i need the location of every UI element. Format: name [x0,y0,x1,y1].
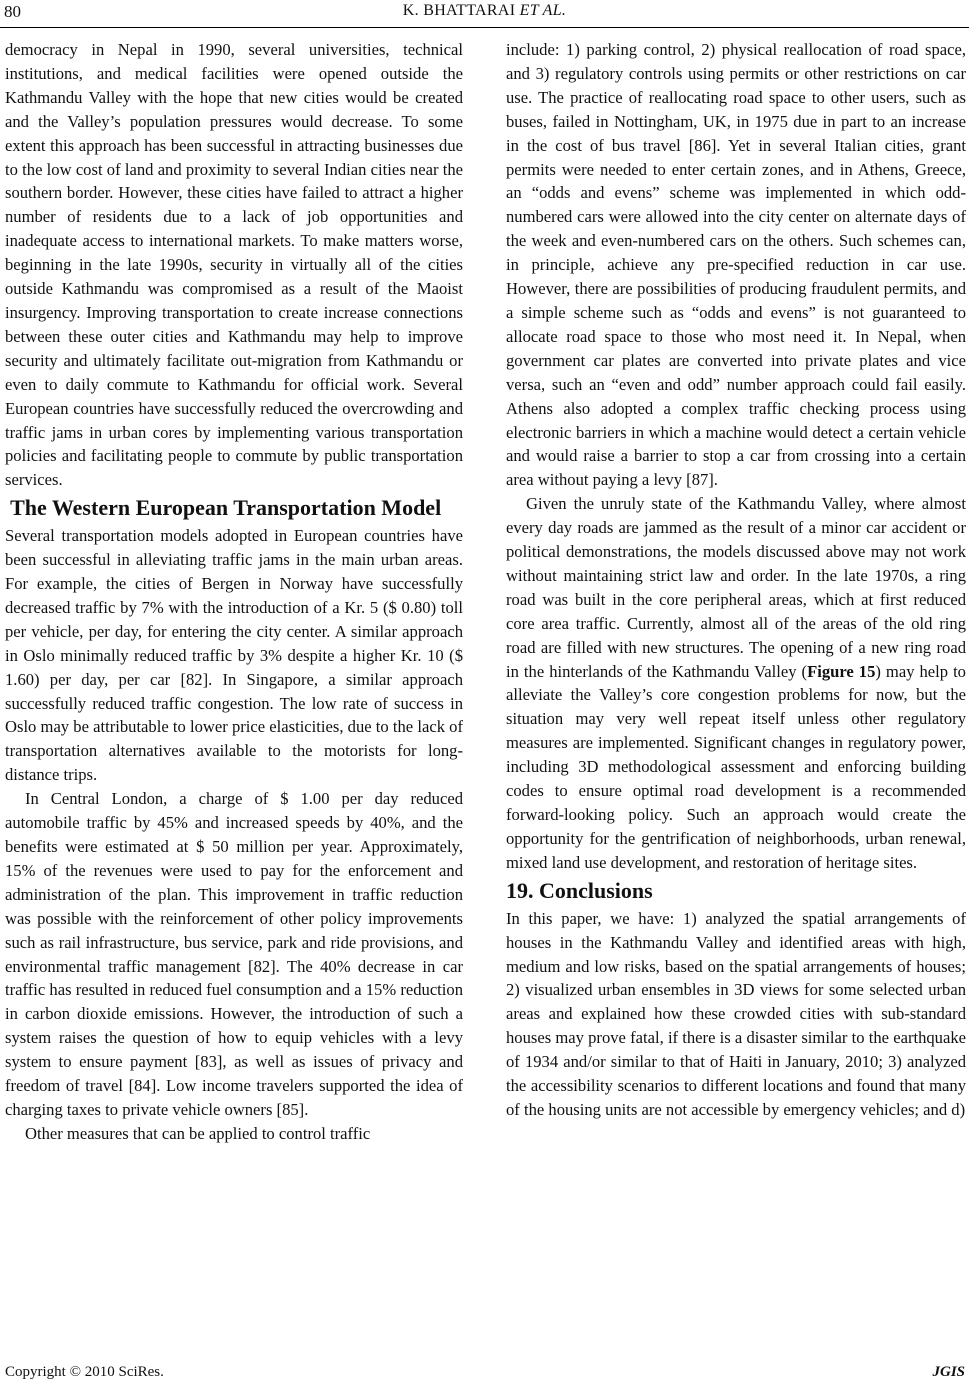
left-column [5,38,463,1146]
page-header [0,0,969,28]
paragraph: In Central London, a charge of $ 1.00 per day reduced automobile traffic by 45% and increased speeds by 40%, and the benefits were estimated at $ 50 million per year. Approximately, 15% of the revenues were used to pay for the enforcement and administration of the plan. This improvement in traffic reduction was possible with the reinforcement of other policy improvements such as rail infrastructure, bus service, park and ride provisions, and environmental traffic management [82]. The 40% decrease in car traffic has resulted in reduced fuel consumption and a 15% reduction in carbon dioxide emissions. However, the introduction of such a system raises the question of how to equip vehicles with a levy system to ensure payment [83], as well as issues of privacy and freedom of travel [84]. Low income travelers supported the idea of charging taxes to private vehicle owners [85]. [5,789,463,1119]
page-number: 80 [4,2,21,21]
paragraph: Several transportation models adopted in European countries have been successful in alleviating traffic jams in the main urban areas. For example, the cities of Bergen in Norway have successfully decreased traffic by 7% with the introduction of a Kr. 5 ($ 0.80) toll per vehicle, per day, for entering the city center. A similar approach in Oslo minimally reduced traffic by 3% despite a higher Kr. 10 ($ 1.60) per day, per car [82]. In Singapore, a similar approach successfully reduced traffic congestion. The low rate of success in Oslo may be attributable to lower price elasticities, due to the lack of transportation alternatives available to the motorists for long-distance trips. [5,526,463,785]
running-head-et-al: ET AL. [519,2,567,19]
paragraph-text: ) may help to alleviate the Valley’s core congestion problems for now, but the situation may very well repeat itself unless other regulatory measures are implemented. Significant changes in regulatory power, including 3D methodological assessment and enforcing building codes to ensure optimal road development is a recommended forward-looking policy. Such an approach would create the opportunity for the gentrification of neighborhoods, urban renewal, mixed land use development, and restoration of heritage sites. [506,661,966,872]
running-head-authors: K. BHATTARAI [402,2,516,19]
section-18-heading [5,492,463,524]
paragraph-text: Given the unruly state of the Kathmandu Valley, where almost every day roads are jammed as the result of a minor car accident or political demonstrations, the models discussed above may not work without maintaining strict law and order. In the late 1970s, a ring road was built in the core peripheral areas, which at first reduced core area traffic. Currently, almost all of the areas of the old ring road are filled with new structures. The opening of a new ring road in the hinterlands of the Kathmandu Valley ( [506,494,966,681]
copyright-notice: Copyright © 2010 SciRes. [5,1364,164,1380]
section-19-number: 19. [506,877,534,903]
section-19-title: Conclusions [539,877,653,903]
paragraph: In this paper, we have: 1) analyzed the spatial arrangements of houses in the Kathmandu Valley and identified areas with high, medium and low risks, based on the spatial arrangements of houses; 2) visualized urban ensembles in 3D views for some selected urban areas and explained how these crowded cities with sub-standard houses may prove fatal, if there is a disaster similar to the earthquake of 1934 and/or similar to that of Haiti in January, 2010; 3) analyzed the accessibility scenarios to different locations and found that many of the housing units are not accessible by emergency vehicles; and d) [506,908,966,1119]
header-rule [0,27,969,28]
paragraph: Other measures that can be applied to control traffic [25,1123,371,1143]
right-column [506,38,966,1122]
section-19-heading [506,875,966,907]
paragraph-continued: include: 1) parking control, 2) physical reallocation of road space, and 3) regulatory controls using permits or other restrictions on car use. The practice of reallocating road space to other users, such as buses, failed in Nottingham, UK, in 1975 due in part to an increase in the cost of bus travel [86]. Yet in several Italian cities, grant permits were needed to enter certain zones, and in Athens, Greece, an “odds and evens” scheme was implemented in which odd-numbered cars were allowed into the city center on alternate days of the week and even-numbered cars on the others. Such schemes can, in principle, achieve any pre-specified reduction in car use. However, there are possibilities of producing fraudulent permits, and a simple scheme such as “odds and evens” is not guaranteed to allocate road space to those who most need it. In Nepal, when government car plates are converted into private plates and vice versa, such an “even and odd” number approach could fail easily. Athens also adopted a complex traffic checking process using electronic barriers in which a machine would detect a certain vehicle and would raise a barrier to stop a car from crossing into a certain area without paying a levy [87]. [506,40,966,490]
running-head [0,2,969,20]
paragraph [506,492,966,875]
section-18-title: The Western European Transportation Model [10,495,442,521]
journal-name: JGIS [932,1364,965,1380]
figure-reference[interactable]: Figure 15 [807,661,876,681]
paragraph-continued: democracy in Nepal in 1990, several universities, technical institutions, and medical facilities were opened outside the Kathmandu Valley with the hope that new cities would be created and the Valley’s population pressures would decrease. To some extent this approach has been successful in attracting businesses due to the low cost of land and proximity to several Indian cities near the southern border. However, these cities have failed to attract a higher number of residents due to a lack of job opportunities and inadequate access to international markets. To make matters worse, beginning in the late 1990s, security in virtually all of the cities outside Kathmandu was compromised as a result of the Maoist insurgency. Improving transportation to create increase connections between these outer cities and Kathmandu may help to improve security and ultimately facilitate out-migration from Kathmandu or even to daily commute to Kathmandu for official work. Several European countries have successfully reduced the overcrowding and traffic jams in urban cores by implementing various transportation policies and facilitating people to commute by public transportation services. [5,40,463,490]
